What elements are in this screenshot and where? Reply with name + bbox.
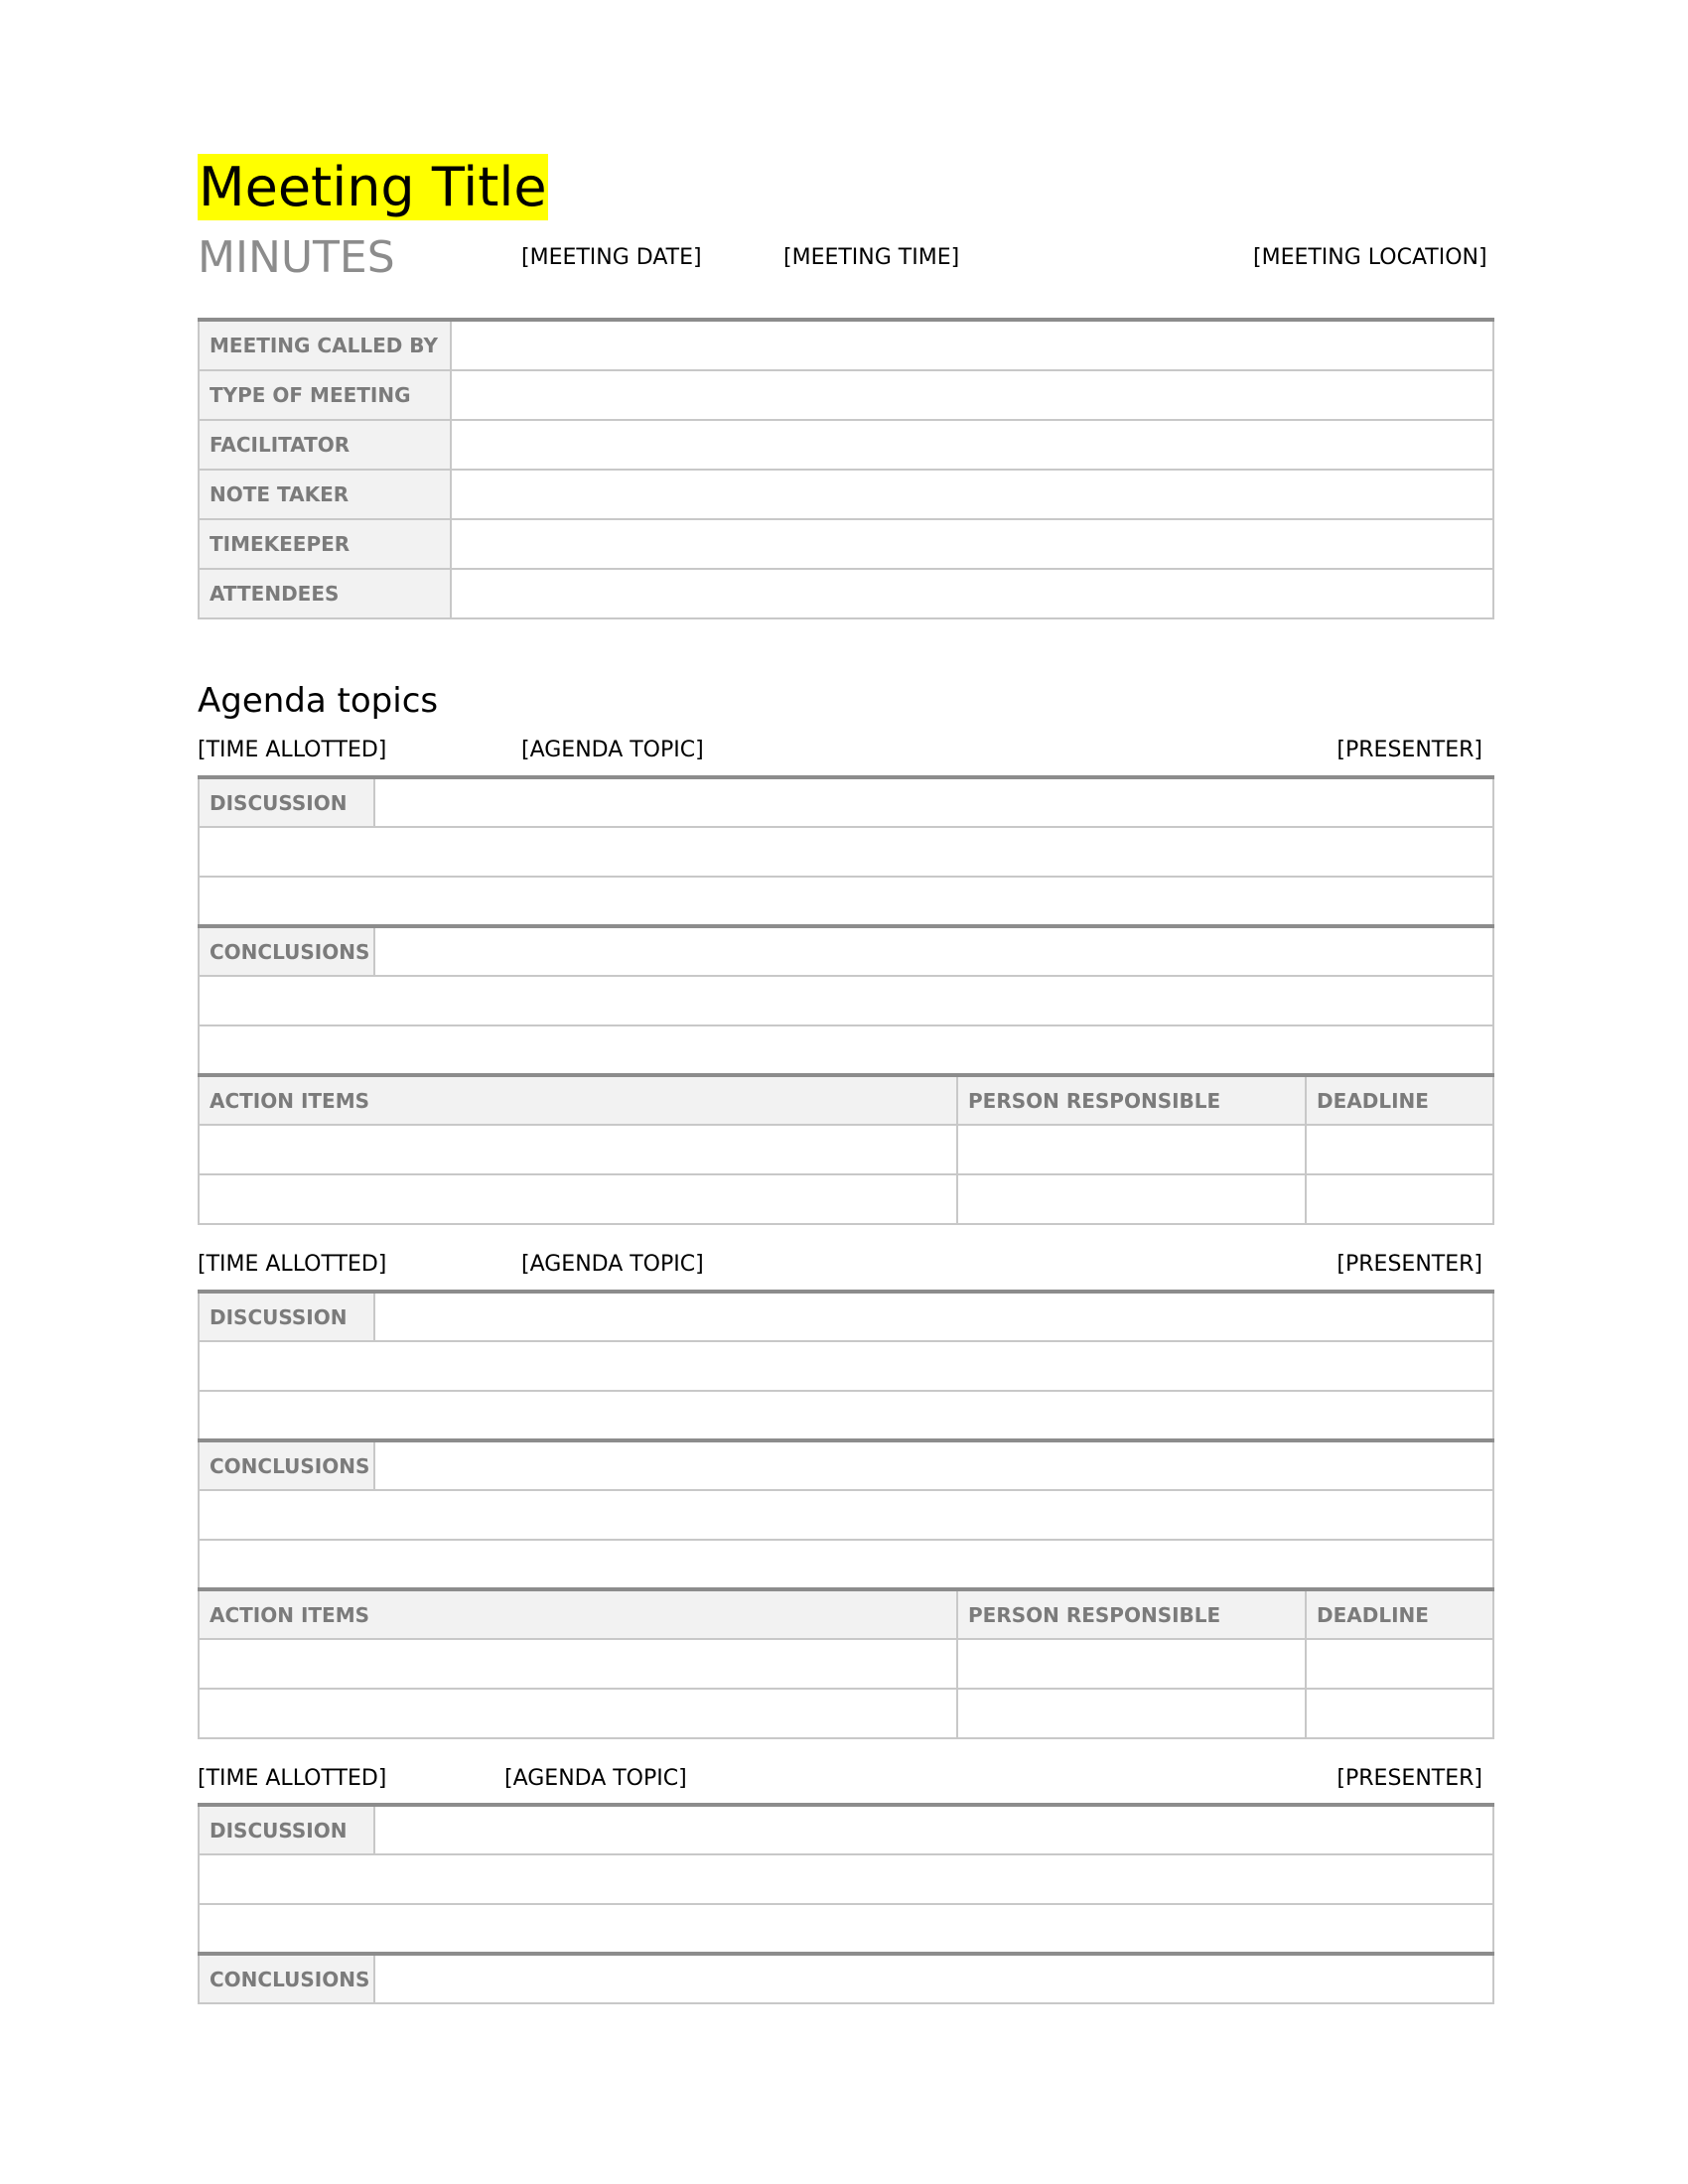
- minutes-heading: MINUTES: [198, 232, 395, 283]
- info-row: [199, 420, 1493, 470]
- info-row: [199, 370, 1493, 420]
- deadline-cell[interactable]: [1306, 1639, 1493, 1689]
- action-item-cell[interactable]: [199, 1125, 957, 1174]
- meeting-time[interactable]: [MEETING TIME]: [783, 245, 960, 270]
- agenda-topic-line: [198, 736, 1494, 765]
- agenda-heading: Agenda topics: [198, 681, 439, 721]
- conclusions-line[interactable]: [199, 1025, 1493, 1075]
- table-row: [199, 1125, 1493, 1174]
- discussion-label: DISCUSSION: [199, 777, 374, 827]
- discussion-table: [198, 775, 1494, 927]
- conclusions-label: CONCLUSIONS: [199, 1954, 374, 2003]
- info-value-field[interactable]: [451, 519, 1493, 569]
- deadline-cell[interactable]: [1306, 1125, 1493, 1174]
- deadline-cell[interactable]: [1306, 1689, 1493, 1738]
- meeting-date[interactable]: [MEETING DATE]: [521, 245, 702, 270]
- discussion-field[interactable]: [374, 777, 1493, 827]
- discussion-field[interactable]: [374, 1292, 1493, 1341]
- action-items-header: ACTION ITEMS: [199, 1075, 957, 1125]
- info-value-field[interactable]: [451, 370, 1493, 420]
- action-items-table: [198, 1073, 1494, 1225]
- info-label: TIMEKEEPER: [199, 519, 451, 569]
- agenda-topic[interactable]: [AGENDA TOPIC]: [521, 1252, 704, 1277]
- discussion-line[interactable]: [199, 1391, 1493, 1440]
- action-items-table: [198, 1587, 1494, 1739]
- time-allotted[interactable]: [TIME ALLOTTED]: [198, 1766, 387, 1791]
- table-row: [199, 1174, 1493, 1224]
- table-row: [199, 1689, 1493, 1738]
- discussion-field[interactable]: [374, 1805, 1493, 1854]
- conclusions-line[interactable]: [199, 976, 1493, 1025]
- conclusions-field[interactable]: [374, 926, 1493, 976]
- person-responsible-cell[interactable]: [957, 1174, 1306, 1224]
- deadline-header: DEADLINE: [1306, 1589, 1493, 1639]
- conclusions-line[interactable]: [199, 1540, 1493, 1589]
- conclusions-table: [198, 1952, 1494, 2004]
- discussion-line[interactable]: [199, 877, 1493, 926]
- info-label: MEETING CALLED BY: [199, 320, 451, 370]
- presenter[interactable]: [PRESENTER]: [1336, 1252, 1482, 1277]
- person-responsible-cell[interactable]: [957, 1125, 1306, 1174]
- discussion-label: DISCUSSION: [199, 1292, 374, 1341]
- time-allotted[interactable]: [TIME ALLOTTED]: [198, 1252, 387, 1277]
- discussion-table: [198, 1290, 1494, 1441]
- action-item-cell[interactable]: [199, 1174, 957, 1224]
- deadline-header: DEADLINE: [1306, 1075, 1493, 1125]
- agenda-topic-line: [198, 1250, 1494, 1280]
- info-row: [199, 320, 1493, 370]
- meeting-title[interactable]: Meeting Title: [199, 156, 547, 218]
- conclusions-field[interactable]: [374, 1954, 1493, 2003]
- info-value-field[interactable]: [451, 569, 1493, 618]
- conclusions-field[interactable]: [374, 1440, 1493, 1490]
- info-row: [199, 569, 1493, 618]
- discussion-label: DISCUSSION: [199, 1805, 374, 1854]
- table-row: [199, 1639, 1493, 1689]
- meeting-info-table: [198, 318, 1494, 619]
- discussion-line[interactable]: [199, 1854, 1493, 1904]
- conclusions-table: [198, 924, 1494, 1076]
- info-label: ATTENDEES: [199, 569, 451, 618]
- presenter[interactable]: [PRESENTER]: [1336, 738, 1482, 762]
- conclusions-line[interactable]: [199, 1490, 1493, 1540]
- info-label: TYPE OF MEETING: [199, 370, 451, 420]
- agenda-topic[interactable]: [AGENDA TOPIC]: [504, 1766, 687, 1791]
- action-item-cell[interactable]: [199, 1639, 957, 1689]
- info-label: NOTE TAKER: [199, 470, 451, 519]
- person-responsible-header: PERSON RESPONSIBLE: [957, 1589, 1306, 1639]
- action-items-header: ACTION ITEMS: [199, 1589, 957, 1639]
- agenda-topic-line: [198, 1764, 1494, 1794]
- discussion-table: [198, 1803, 1494, 1955]
- action-item-cell[interactable]: [199, 1689, 957, 1738]
- time-allotted[interactable]: [TIME ALLOTTED]: [198, 738, 387, 762]
- conclusions-table: [198, 1438, 1494, 1590]
- discussion-line[interactable]: [199, 827, 1493, 877]
- info-row: [199, 519, 1493, 569]
- discussion-line[interactable]: [199, 1341, 1493, 1391]
- conclusions-label: CONCLUSIONS: [199, 926, 374, 976]
- conclusions-label: CONCLUSIONS: [199, 1440, 374, 1490]
- presenter[interactable]: [PRESENTER]: [1336, 1766, 1482, 1791]
- deadline-cell[interactable]: [1306, 1174, 1493, 1224]
- info-row: [199, 470, 1493, 519]
- person-responsible-header: PERSON RESPONSIBLE: [957, 1075, 1306, 1125]
- info-label: FACILITATOR: [199, 420, 451, 470]
- person-responsible-cell[interactable]: [957, 1689, 1306, 1738]
- person-responsible-cell[interactable]: [957, 1639, 1306, 1689]
- info-value-field[interactable]: [451, 420, 1493, 470]
- discussion-line[interactable]: [199, 1904, 1493, 1954]
- meeting-location[interactable]: [MEETING LOCATION]: [1253, 245, 1487, 270]
- info-value-field[interactable]: [451, 470, 1493, 519]
- info-value-field[interactable]: [451, 320, 1493, 370]
- agenda-topic[interactable]: [AGENDA TOPIC]: [521, 738, 704, 762]
